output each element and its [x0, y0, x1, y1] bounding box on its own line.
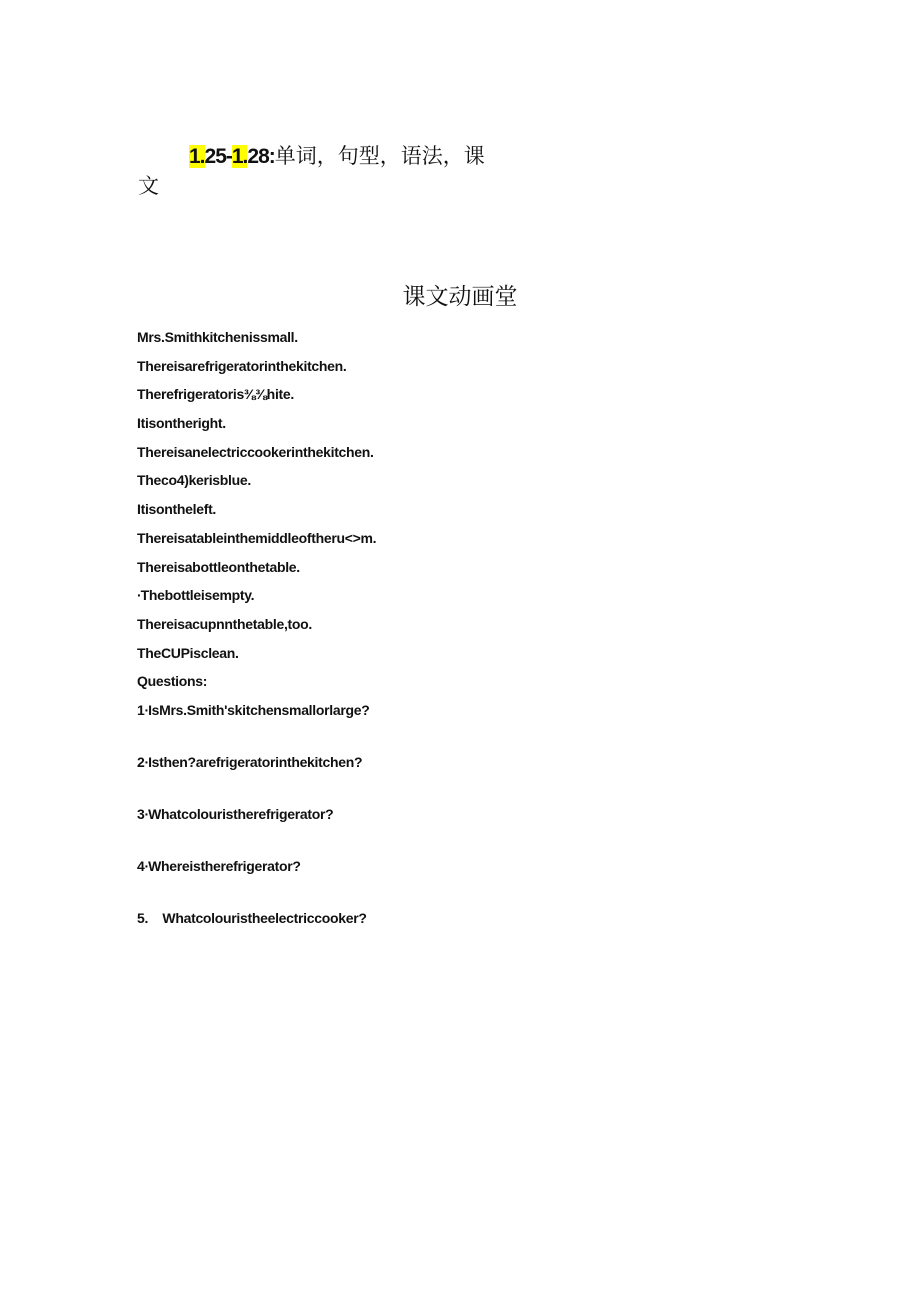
question-item: 5. Whatcolouristheelectriccooker? [137, 910, 367, 926]
question-item: 4∙Whereistherefrigerator? [137, 858, 301, 874]
highlighted-range-start: 1. [189, 145, 205, 168]
lesson-line: Mrs.Smithkitchenissmall. [137, 329, 298, 345]
lesson-line: Thereisatableinthemiddleoftheru<>m. [137, 530, 377, 546]
highlighted-range-end: 1. [231, 145, 248, 168]
questions-label: Questions: [137, 673, 208, 689]
range-start-day: 25- [204, 145, 232, 168]
range-end-day: 28: [247, 145, 275, 168]
lesson-line: Thereisarefrigeratorinthekitchen. [137, 358, 347, 374]
lesson-line: Theco4)kerisblue. [137, 472, 251, 488]
lesson-range-heading [189, 141, 485, 172]
lesson-line: Thereisabottleonthetable. [137, 559, 300, 575]
lesson-line: Therefrigeratoris⅜⅜hite. [137, 386, 294, 402]
lesson-line: Thereisacupnnthetable,too. [137, 616, 313, 632]
question-item: 1∙IsMrs.Smith'skitchensmallorlarge? [137, 702, 370, 718]
lesson-line: ∙Thebottleisempty. [137, 587, 255, 603]
topics-text-wrap: 文 [138, 174, 159, 198]
lesson-line: Itisontheright. [137, 415, 226, 431]
topics-text: 单词，句型，语法，课 [274, 144, 485, 168]
question-item: 3∙Whatcolouristherefrigerator? [137, 806, 334, 822]
lesson-line: Itisontheleft. [137, 501, 217, 517]
question-item: 2∙Isthen?arefrigeratorinthekitchen? [137, 754, 363, 770]
lesson-line: TheCUPisclean. [137, 645, 239, 661]
section-title: 课文动画堂 [402, 284, 518, 310]
lesson-line: Thereisanelectriccookerinthekitchen. [137, 444, 374, 460]
